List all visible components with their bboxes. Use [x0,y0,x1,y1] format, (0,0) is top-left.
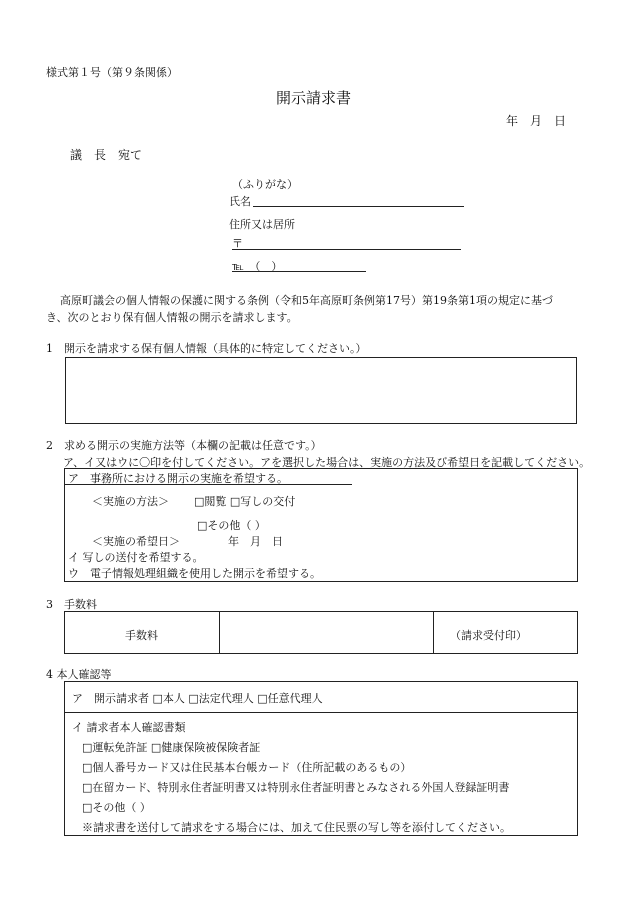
address-field[interactable] [232,249,461,250]
intro-line-1: 高原町議会の個人情報の保護に関する条例（令和5年高原町条例第17号）第19条第1項の規定に基づ [60,294,553,307]
option-i[interactable]: イ 写しの送付を希望する。 [68,551,204,564]
id-doc-1[interactable]: □運転免許証 □健康保険被保険者証 [82,741,261,754]
date-label: ＜実施の希望日＞ [92,535,180,548]
form-number: 様式第１号（第９条関係） [46,66,178,79]
furigana-label: （ふりがな） [232,178,298,191]
fee-label: 手数料 [125,629,158,642]
option-u[interactable]: ウ 電子情報処理組織を使用した開示を希望する。 [68,567,321,580]
name-field[interactable] [253,206,464,207]
section3-heading: 3 手数料 [46,598,97,611]
fee-divider-2 [433,611,434,654]
desired-date[interactable]: 年 月 日 [228,535,283,548]
method-label: ＜実施の方法＞ [92,495,169,508]
postal-mark: 〒 [232,237,243,250]
address-label: 住所又は居所 [229,218,295,231]
name-label: 氏名 [229,195,251,208]
identity-row-divider [64,712,578,713]
requested-info-box[interactable] [65,357,577,424]
page-title: 開示請求書 [276,89,352,107]
section4-heading: 4 本人確認等 [46,668,112,681]
fee-amount-field[interactable] [220,612,432,653]
section2-heading: 2 求める開示の実施方法等（本欄の記載は任意です。） [46,439,322,452]
option-a[interactable]: ア 事務所における開示の実施を希望する。 [68,472,288,485]
tel-field[interactable] [232,271,366,272]
id-doc-3[interactable]: □在留カード、特別永住者証明書又は特別永住者証明書とみなされる外国人登録証明書 [82,781,510,794]
requester-type-row[interactable]: ア 開示請求者 □本人 □法定代理人 □任意代理人 [72,692,323,705]
id-doc-2[interactable]: □個人番号カード又は住民基本台帳カード（住所記載のあるもの） [82,761,412,774]
id-docs-heading: イ 請求者本人確認書類 [72,721,186,734]
method-other[interactable]: □その他（ ） [197,519,266,532]
intro-line-2: き、次のとおり保有個人情報の開示を請求します。 [46,311,298,324]
tel-label: ℡ （ ） [232,260,283,273]
method-options[interactable]: □閲覧 □写しの交付 [194,495,296,508]
mail-note: ※請求書を送付して請求をする場合には、加えて住民票の写し等を添付してください。 [82,821,511,834]
id-doc-other[interactable]: □その他（ ） [82,801,151,814]
stamp-label: （請求受付印） [450,629,527,642]
addressee: 議 長 宛て [70,148,143,162]
section1-heading: 1 開示を請求する保有個人情報（具体的に特定してください。） [46,342,367,355]
section2-instruction: ア、イ又はウに〇印を付してください。アを選択した場合は、実施の方法及び希望日を記載してください。 [63,456,591,469]
date-line: 年 月 日 [506,114,567,128]
